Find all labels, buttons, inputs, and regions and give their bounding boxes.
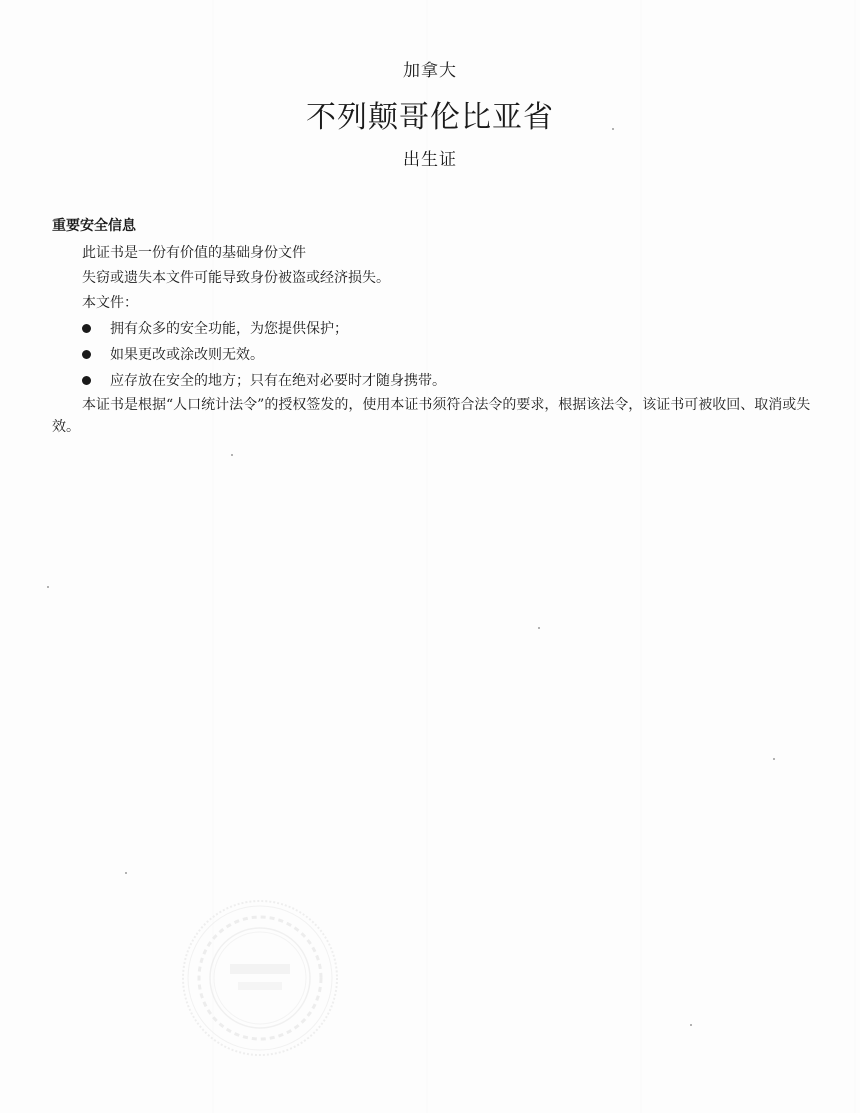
security-notice-title: 重要安全信息	[52, 218, 136, 234]
notary-seal-emboss	[180, 898, 340, 1058]
security-notice-section	[52, 214, 822, 438]
security-line-2: 失窃或遗失本文件可能导致身份被盗或经济损失。	[82, 270, 390, 286]
bullet-text-3: 应存放在安全的地方；只有在绝对必要时才随身携带。	[110, 373, 446, 389]
list-item	[52, 342, 822, 368]
security-features-list	[52, 316, 822, 394]
security-line-1: 此证书是一份有价值的基础身份文件	[82, 245, 306, 261]
document-type-heading: 出生证	[403, 150, 457, 170]
list-item	[52, 368, 822, 394]
bullet-text-1: 拥有众多的安全功能，为您提供保护；	[110, 321, 348, 337]
province-title: 不列颠哥伦比亚省	[306, 100, 554, 135]
bullet-icon	[82, 324, 91, 333]
security-line-3: 本文件：	[82, 295, 138, 311]
bullet-icon	[82, 350, 91, 359]
list-item	[52, 316, 822, 342]
country-heading: 加拿大	[403, 61, 457, 81]
bullet-text-2: 如果更改或涂改则无效。	[110, 347, 264, 363]
legal-statement: 本证书是根据“人口统计法令”的授权签发的，使用本证书须符合法令的要求，根据该法令，该证书可被收回、取消或失效。	[52, 397, 811, 435]
bullet-icon	[82, 376, 91, 385]
